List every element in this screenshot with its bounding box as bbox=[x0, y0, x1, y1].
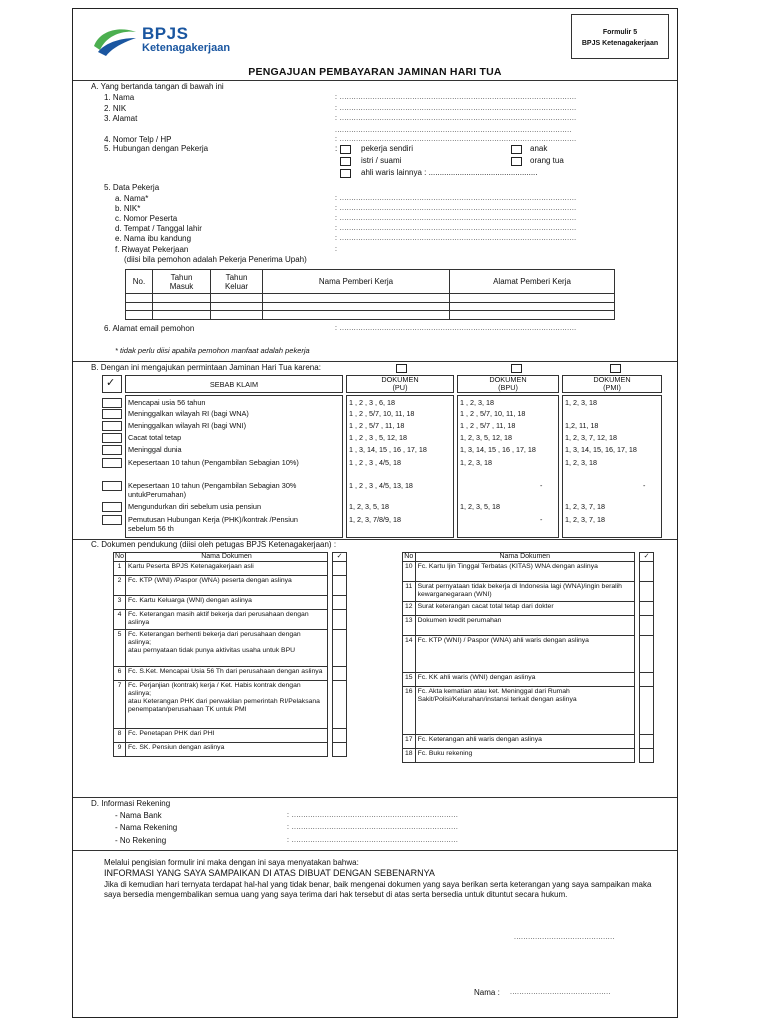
col-name: Nama Dokumen bbox=[126, 553, 328, 562]
pu-header: DOKUMEN (PU) bbox=[381, 375, 419, 392]
document-no: 1 bbox=[114, 562, 126, 576]
document-name: Fc. Keterangan masih aktif bekerja dari perusahaan dengan aslinya bbox=[126, 610, 328, 630]
bpu-header: DOKUMEN (BPU) bbox=[489, 375, 527, 392]
claim-checkbox[interactable] bbox=[102, 515, 122, 525]
document-row bbox=[403, 749, 654, 763]
bpu-docs: 1, 2, 3, 18 bbox=[460, 458, 492, 467]
section-d-heading: D. Informasi Rekening bbox=[91, 799, 171, 808]
worker-field-label: c. Nomor Peserta bbox=[115, 214, 178, 223]
pmi-docs: 1, 2, 3, 18 bbox=[565, 398, 597, 407]
document-row bbox=[403, 687, 654, 735]
claim-label: Meninggal dunia bbox=[128, 445, 182, 454]
pmi-docs: 1, 2, 3, 7, 18 bbox=[565, 515, 605, 524]
field-label: 4. Nomor Telp / HP bbox=[104, 135, 172, 144]
document-row bbox=[403, 582, 654, 602]
divider bbox=[73, 80, 677, 81]
document-name: Fc. KTP (WNI) /Paspor (WNA) peserta dengan aslinya bbox=[126, 576, 328, 596]
documents-table-left bbox=[113, 552, 347, 757]
claim-checkbox[interactable] bbox=[102, 458, 122, 468]
document-no: 6 bbox=[114, 667, 126, 681]
claim-checkbox[interactable] bbox=[102, 433, 122, 443]
document-row bbox=[403, 735, 654, 749]
document-no: 16 bbox=[403, 687, 416, 735]
history-col-keluar: Tahun Keluar bbox=[211, 270, 263, 294]
document-name: Fc. S.Ket. Mencapai Usia 56 Th dari perusahaan dengan aslinya bbox=[126, 667, 328, 681]
checkbox-pu[interactable] bbox=[396, 364, 407, 373]
col-no: No bbox=[115, 553, 124, 560]
document-checkbox[interactable] bbox=[640, 562, 654, 582]
pu-docs: 1 , 2 , 5/7, 10, 11, 18 bbox=[349, 409, 415, 418]
document-name: Kartu Peserta BPJS Ketenagakerjaan asli bbox=[126, 562, 328, 576]
claim-label: Mencapai usia 56 tahun bbox=[128, 398, 206, 407]
checkbox-bpu[interactable] bbox=[511, 364, 522, 373]
document-no: 9 bbox=[114, 743, 126, 757]
email-field[interactable]: : ..................................................................................................... bbox=[335, 325, 577, 332]
claim-label: Mengundurkan diri sebelum usia pensiun bbox=[128, 502, 262, 511]
worker-field-label: b. NIK* bbox=[115, 204, 141, 213]
check-icon: ✓ bbox=[106, 377, 116, 389]
worker-field-input[interactable]: : ..................................................................................................... bbox=[335, 195, 577, 202]
document-row bbox=[114, 630, 347, 667]
form-code-box bbox=[571, 14, 669, 59]
history-col-address: Alamat Pemberi Kerja bbox=[450, 270, 615, 294]
divider bbox=[73, 797, 677, 798]
claim-label: Meninggalkan wilayah RI (bagi WNA) bbox=[128, 409, 249, 418]
document-name: Fc. Perjanjian (kontrak) kerja / Ket. Habis kontrak dengan aslinya; atau Keterangan PHK dari perwakilan pemerintah RI/Pelaksana penempatan/perusahaan TK untuk PMI bbox=[126, 681, 328, 729]
footnote: * tidak perlu diisi apabila pemohon manfaat adalah pekerja bbox=[115, 346, 310, 355]
option-ahli-waris: ahli waris lainnya : ................................................. bbox=[361, 168, 538, 177]
document-checkbox[interactable] bbox=[640, 602, 654, 616]
field-label: 3. Alamat bbox=[104, 114, 138, 123]
document-name: Dokumen kredit perumahan bbox=[415, 616, 634, 636]
logo-sub-text: Ketenagakerjaan bbox=[142, 42, 231, 54]
relation-colon: : bbox=[335, 144, 338, 153]
declaration-line1: Melalui pengisian formulir ini maka dengan ini saya menyatakan bahwa: bbox=[104, 858, 359, 867]
option-orang-tua: orang tua bbox=[530, 156, 564, 165]
bpu-docs: 1, 2, 3, 5, 18 bbox=[460, 502, 500, 511]
document-checkbox[interactable] bbox=[640, 735, 654, 749]
worker-field-label: a. Nama* bbox=[115, 194, 149, 203]
pmi-docs: 1, 3, 14, 15, 16, 17, 18 bbox=[565, 445, 637, 454]
section-a-heading: A. Yang bertanda tangan di bawah ini bbox=[91, 82, 224, 91]
document-name: Fc. KK ahli waris (WNI) dengan aslinya bbox=[415, 673, 634, 687]
field-input[interactable]: : ..................................................................................................... bbox=[335, 105, 577, 112]
col-name: Nama Dokumen bbox=[415, 553, 634, 562]
document-row bbox=[114, 596, 347, 610]
document-no: 2 bbox=[114, 576, 126, 596]
field-input[interactable]: : ..................................................................................................... bbox=[335, 94, 577, 101]
history-col-masuk: Tahun Masuk bbox=[153, 270, 211, 294]
document-name: Fc. Keterangan berhenti bekerja dari perusahaan dengan aslinya; atau pernyataan tidak punya aktivitas usaha untuk BPU bbox=[126, 630, 328, 667]
bpjs-logo bbox=[90, 22, 270, 62]
pmi-docs: 1, 2, 3, 7, 12, 18 bbox=[565, 433, 617, 442]
section-b-heading: B. Dengan ini mengajukan permintaan Jaminan Hari Tua karena: bbox=[91, 363, 321, 372]
bank-field-label: - Nama Bank bbox=[115, 811, 162, 820]
bpu-docs: 1 , 2 , 5/7 , 11, 18 bbox=[460, 421, 516, 430]
document-row bbox=[403, 636, 654, 673]
table-row bbox=[126, 311, 615, 320]
claim-label: Meninggalkan wilayah RI (bagi WNI) bbox=[128, 421, 247, 430]
document-row bbox=[403, 602, 654, 616]
document-row bbox=[403, 673, 654, 687]
document-row bbox=[114, 681, 347, 729]
document-checkbox[interactable] bbox=[333, 610, 347, 630]
worker-field-input[interactable]: : ..................................................................................................... bbox=[335, 235, 577, 242]
document-no: 4 bbox=[114, 610, 126, 630]
document-no: 12 bbox=[403, 602, 416, 616]
bank-field-label: - Nama Rekening bbox=[115, 823, 178, 832]
table-row bbox=[126, 302, 615, 311]
worker-field-label: d. Tempat / Tanggal lahir bbox=[115, 224, 202, 233]
document-no: 17 bbox=[403, 735, 416, 749]
document-name: Fc. Kartu Ijin Tinggal Terbatas (KITAS) WNA dengan aslinya bbox=[415, 562, 634, 582]
pu-docs: 1, 2, 3, 7/8/9, 18 bbox=[349, 515, 401, 524]
field-label: 2. NIK bbox=[104, 104, 127, 113]
work-history-table bbox=[125, 269, 615, 320]
document-name: Fc. KTP (WNI) / Paspor (WNA) ahli waris dengan aslinya bbox=[415, 636, 634, 673]
col-check: ✓ bbox=[640, 553, 654, 562]
claim-label: Kepesertaan 10 tahun (Pengambilan Sebagian 10%) bbox=[128, 458, 299, 467]
document-no: 11 bbox=[403, 582, 416, 602]
history-col-employer: Nama Pemberi Kerja bbox=[263, 270, 450, 294]
form-org: BPJS Ketenagakerjaan bbox=[581, 40, 659, 47]
document-name: Fc. Kartu Keluarga (WNI) dengan aslinya bbox=[126, 596, 328, 610]
field-label: 1. Nama bbox=[104, 93, 135, 102]
bank-field-input[interactable]: : ....................................................................... bbox=[287, 812, 459, 819]
checkbox-pmi[interactable] bbox=[610, 364, 621, 373]
bpu-docs: 1 , 2, 3, 18 bbox=[460, 398, 494, 407]
section-c-heading: C. Dokumen pendukung (diisi oleh petugas BPJS Ketenagakerjaan) : bbox=[91, 540, 337, 549]
declaration-body: Jika di kemudian hari ternyata terdapat hal-hal yang tidak benar, baik mengenai dokumen yang saya berikan serta keterangan yang saya sampaikan maka saya bersedia mengembalikan semua uang yang saya terima dari hak tersebut di atas serta bersedia untuk dituntut secara hukum. bbox=[104, 880, 652, 899]
worker-field-input[interactable]: : ..................................................................................................... bbox=[335, 215, 577, 222]
history-col-no: No. bbox=[126, 270, 153, 294]
checkbox-orang-tua[interactable] bbox=[511, 157, 522, 166]
declaration-statement: INFORMASI YANG SAYA SAMPAIKAN DI ATAS DIBUAT DENGAN SEBENARNYA bbox=[104, 868, 435, 878]
worker-field-input[interactable]: : ..................................................................................................... bbox=[335, 205, 577, 212]
name-label: Nama : bbox=[474, 988, 500, 997]
document-name: Fc. Akta kematian atau ket. Meninggal dari Rumah Sakit/Polisi/Kelurahan/instansi terkait dengan aslinya bbox=[415, 687, 634, 735]
pu-docs: 1 , 2 , 3 , 4/5, 13, 18 bbox=[349, 481, 413, 490]
option-pekerja-sendiri: pekerja sendiri bbox=[361, 144, 414, 153]
bpu-docs: 1, 2, 3, 5, 12, 18 bbox=[460, 433, 512, 442]
field-input[interactable]: ..................................................................................................... bbox=[335, 127, 572, 134]
claim-header: SEBAB KLAIM bbox=[209, 380, 259, 389]
col-no: No bbox=[404, 553, 414, 560]
pu-docs: 1 , 3, 14, 15 , 16 , 17, 18 bbox=[349, 445, 427, 454]
claim-label: Cacat total tetap bbox=[128, 433, 182, 442]
bpu-docs: - bbox=[540, 481, 543, 490]
claim-label: Pemutusan Hubungan Kerja (PHK)/kontrak /Pensiun sebelum 56 th bbox=[128, 515, 298, 533]
document-row bbox=[114, 610, 347, 630]
document-checkbox[interactable] bbox=[333, 576, 347, 596]
claim-checkbox[interactable] bbox=[102, 409, 122, 419]
document-row bbox=[403, 616, 654, 636]
bank-field-input[interactable]: : ....................................................................... bbox=[287, 824, 459, 831]
document-name: Fc. Buku rekening bbox=[415, 749, 634, 763]
claim-label: Kepesertaan 10 tahun (Pengambilan Sebagian 30% untukPerumahan) bbox=[128, 481, 297, 499]
pmi-header: DOKUMEN (PMI) bbox=[593, 375, 631, 392]
bpu-docs: 1, 3, 14, 15 , 16 , 17, 18 bbox=[460, 445, 536, 454]
worker-field-label: f. Riwayat Pekerjaan bbox=[115, 245, 189, 254]
document-row bbox=[114, 729, 347, 743]
pmi-docs: 1, 2, 3, 18 bbox=[565, 458, 597, 467]
table-row bbox=[126, 294, 615, 303]
document-no: 8 bbox=[114, 729, 126, 743]
document-name: Surat pernyataan tidak bekerja di Indonesia lagi (WNA)/ingin beralih kewarganegaraan (WNI) bbox=[415, 582, 634, 602]
worker-heading: 5. Data Pekerja bbox=[104, 183, 160, 192]
option-anak: anak bbox=[530, 144, 548, 153]
checkbox-pekerja-sendiri[interactable] bbox=[340, 145, 351, 154]
bank-field-input[interactable]: : ....................................................................... bbox=[287, 837, 459, 844]
claim-checkbox[interactable] bbox=[102, 502, 122, 512]
pu-docs: 1 , 2 , 3 , 4/5, 18 bbox=[349, 458, 401, 467]
document-no: 18 bbox=[403, 749, 416, 763]
claim-checkbox[interactable] bbox=[102, 421, 122, 431]
worker-field-input[interactable]: : ..................................................................................................... bbox=[335, 225, 577, 232]
document-name: Fc. Penetapan PHK dari PHI bbox=[126, 729, 328, 743]
worker-field-label: e. Nama ibu kandung bbox=[115, 234, 192, 243]
relation-label: 5. Hubungan dengan Pekerja bbox=[104, 144, 209, 153]
divider bbox=[73, 850, 677, 851]
col-check: ✓ bbox=[333, 553, 347, 562]
pu-docs: 1 , 2 , 3 , 5, 12, 18 bbox=[349, 433, 407, 442]
documents-header-row bbox=[114, 553, 347, 562]
bank-field-label: - No Rekening bbox=[115, 836, 167, 845]
document-no: 7 bbox=[114, 681, 126, 729]
page-title: PENGAJUAN PEMBAYARAN JAMINAN HARI TUA bbox=[248, 66, 502, 78]
document-checkbox[interactable] bbox=[333, 667, 347, 681]
document-name: Fc. Keterangan ahli waris dengan aslinya bbox=[415, 735, 634, 749]
documents-table-right bbox=[402, 552, 654, 763]
document-no: 10 bbox=[403, 562, 416, 582]
document-no: 14 bbox=[403, 636, 416, 673]
document-checkbox[interactable] bbox=[640, 673, 654, 687]
option-istri-suami: istri / suami bbox=[361, 156, 402, 165]
field-input[interactable]: : ..................................................................................................... bbox=[335, 115, 577, 122]
pu-docs: 1 , 2 , 5/7 , 11, 18 bbox=[349, 421, 405, 430]
document-row bbox=[114, 667, 347, 681]
document-checkbox[interactable] bbox=[640, 749, 654, 763]
bpu-docs: - bbox=[540, 515, 543, 524]
document-checkbox[interactable] bbox=[640, 582, 654, 602]
pmi-docs: 1, 2, 3, 7, 18 bbox=[565, 502, 605, 511]
history-note: (diisi bila pemohon adalah Pekerja Penerima Upah) bbox=[124, 255, 307, 264]
checkbox-istri-suami[interactable] bbox=[340, 157, 351, 166]
document-name: Fc. SK. Pensiun dengan aslinya bbox=[126, 743, 328, 757]
divider bbox=[73, 361, 677, 362]
document-checkbox[interactable] bbox=[333, 743, 347, 757]
document-checkbox[interactable] bbox=[333, 681, 347, 729]
pmi-docs: - bbox=[643, 481, 646, 490]
pmi-docs: 1,2, 11, 18 bbox=[565, 421, 599, 430]
form-code: Formulir 5 bbox=[602, 29, 638, 36]
email-label: 6. Alamat email pemohon bbox=[104, 324, 195, 333]
claim-checkbox[interactable] bbox=[102, 481, 122, 491]
documents-header-row bbox=[403, 553, 654, 562]
worker-field-input[interactable]: : bbox=[335, 246, 338, 253]
document-row bbox=[114, 562, 347, 576]
document-row bbox=[114, 576, 347, 596]
claim-checkbox[interactable] bbox=[102, 445, 122, 455]
document-checkbox[interactable] bbox=[333, 729, 347, 743]
pu-docs: 1 , 2 , 3 , 6, 18 bbox=[349, 398, 395, 407]
document-row bbox=[114, 743, 347, 757]
logo-brand-text: BPJS bbox=[142, 24, 189, 43]
document-checkbox[interactable] bbox=[640, 636, 654, 673]
document-checkbox[interactable] bbox=[333, 596, 347, 610]
claim-checkbox[interactable] bbox=[102, 398, 122, 408]
document-checkbox[interactable] bbox=[333, 630, 347, 667]
document-name: Surat keterangan cacat total tetap dari dokter bbox=[415, 602, 634, 616]
bpu-docs: 1 , 2 , 5/7, 10, 11, 18 bbox=[460, 409, 526, 418]
document-checkbox[interactable] bbox=[640, 616, 654, 636]
checkbox-anak[interactable] bbox=[511, 145, 522, 154]
document-row bbox=[403, 562, 654, 582]
document-no: 15 bbox=[403, 673, 416, 687]
name-field[interactable]: ........................................... bbox=[510, 989, 611, 996]
document-no: 5 bbox=[114, 630, 126, 667]
document-no: 3 bbox=[114, 596, 126, 610]
document-checkbox[interactable] bbox=[640, 687, 654, 735]
bpjs-logo-icon bbox=[90, 24, 140, 58]
document-no: 13 bbox=[403, 616, 416, 636]
pu-docs: 1, 2, 3, 5, 18 bbox=[349, 502, 389, 511]
date-signature-line[interactable]: ........................................... bbox=[514, 934, 615, 941]
document-checkbox[interactable] bbox=[333, 562, 347, 576]
checkbox-ahli-waris[interactable] bbox=[340, 169, 351, 178]
field-input[interactable]: : ..................................................................................................... bbox=[335, 136, 577, 143]
